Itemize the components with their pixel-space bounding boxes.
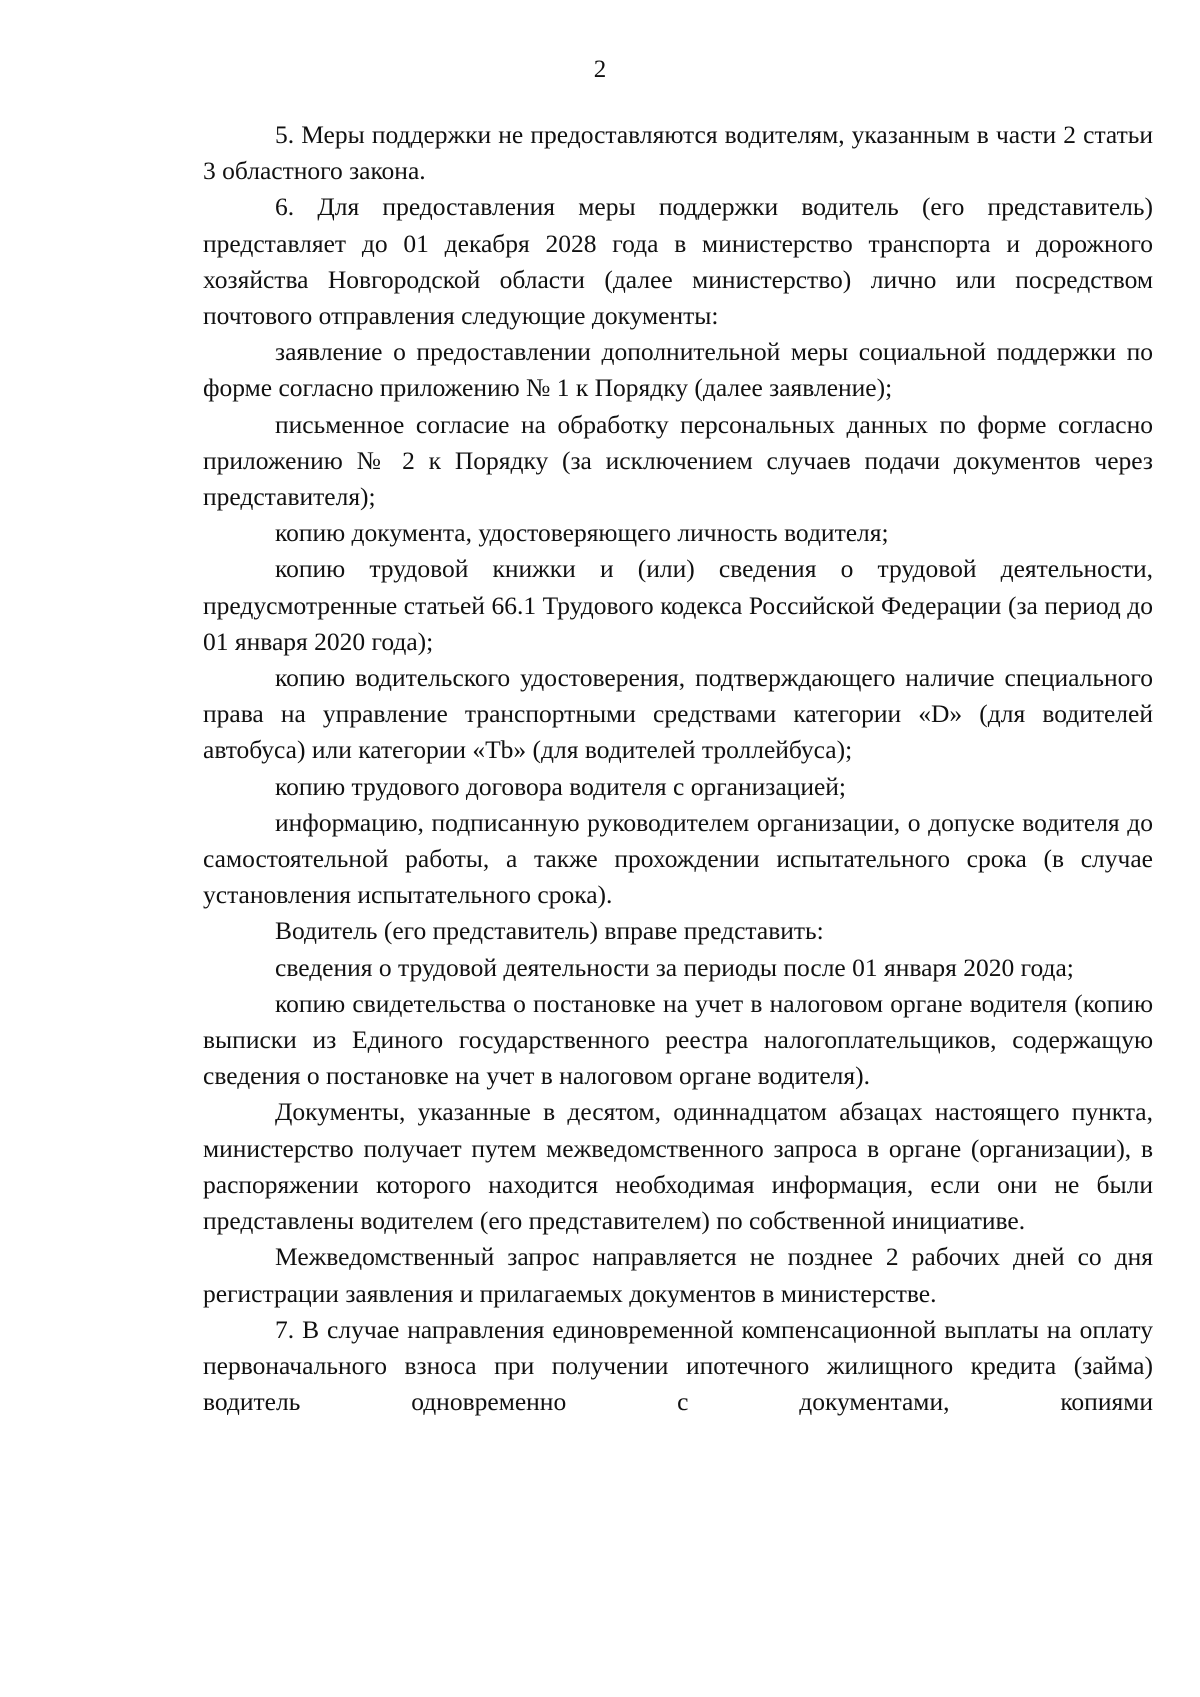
paragraph-tax-registration: копию свидетельства о постановке на учет в налоговом органе водителя (копию выписки из Единого государственного реестра налогоплательщиков, содержащую сведения о постановке на учет в налоговом органе водителя). [203, 988, 1153, 1091]
paragraph-application: заявление о предоставлении дополнительной меры социальной поддержки по форме согласно приложению № 1 к Порядку (далее заявление); [203, 337, 1153, 403]
paragraph-driver-license: копию водительского удостоверения, подтверждающего наличие специального права на управление транспортными средствами категории «D» (для водителей автобуса) или категории «Tb» (для водителей троллейбуса); [203, 663, 1153, 765]
paragraph-optional-documents: Водитель (его представитель) вправе представить: [275, 916, 824, 946]
paragraph-clause-6: 6. Для предоставления меры поддержки водитель (его представитель) представляет до 01 декабря 2028 года в министерство транспорта и дорожного хозяйства Новгородской области (далее министерство) лично или посредством почтового отправления следующие документы: [203, 192, 1153, 331]
paragraph-employment-record: копию трудовой книжки и (или) сведения о трудовой деятельности, предусмотренные статьей 66.1 Трудового кодекса Российской Федерации (за период до 01 января 2020 года); [203, 554, 1153, 656]
paragraph-identity-document: копию документа, удостоверяющего личность водителя; [275, 518, 889, 548]
paragraph-consent: письменное согласие на обработку персональных данных по форме согласно приложению № 2 к Порядку (за исключением случаев подачи документов через представителя); [203, 409, 1153, 512]
paragraph-employer-information: информацию, подписанную руководителем организации, о допуске водителя до самостоятельной работы, а также прохождении испытательного срока (в случае установления испытательного срока). [203, 807, 1153, 910]
paragraph-clause-5: 5. Меры поддержки не предоставляются водителям, указанным в части 2 статьи 3 областного закона. [203, 120, 1153, 186]
paragraph-interagency-request: Документы, указанные в десятом, одиннадцатом абзацах настоящего пункта, министерство получает путем межведомственного запроса в органе (организации), в распоряжении которого находится необходимая информация, если они не были представлены водителем (его представителем) по собственной инициативе. [203, 1097, 1153, 1236]
document-body [203, 117, 1153, 1420]
page-number: 2 [593, 56, 607, 83]
paragraph-request-deadline: Межведомственный запрос направляется не позднее 2 рабочих дней со дня регистрации заявления и прилагаемых документов в министерстве. [203, 1242, 1153, 1308]
paragraph-clause-7: 7. В случае направления единовременной компенсационной выплаты на оплату первоначального взноса при получении ипотечного жилищного кредита (займа) водитель одновременно с документами, копиями [203, 1314, 1153, 1417]
paragraph-employment-contract: копию трудового договора водителя с организацией; [275, 771, 847, 801]
paragraph-work-activity-after-2020: сведения о трудовой деятельности за периоды после 01 января 2020 года; [275, 952, 1074, 982]
